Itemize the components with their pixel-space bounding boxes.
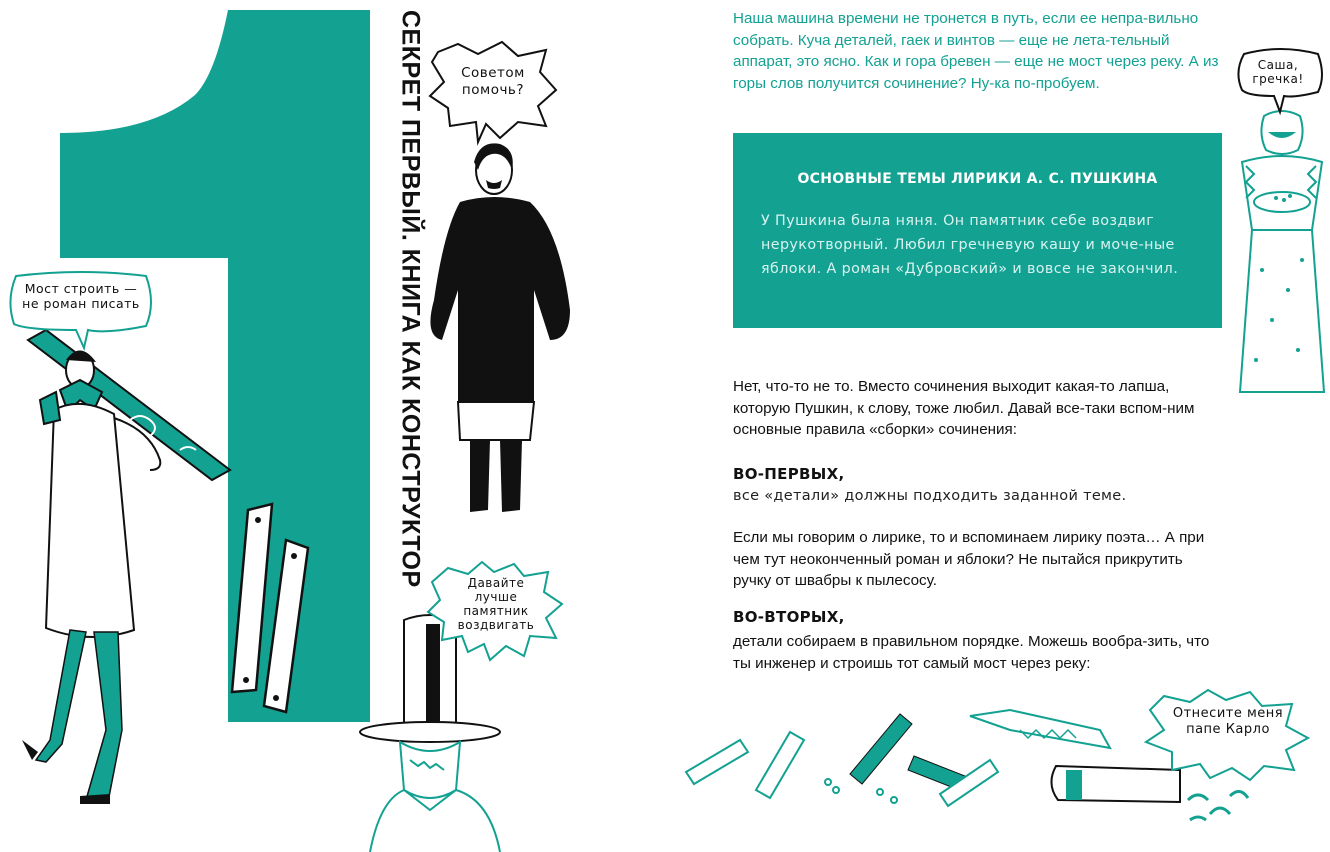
bridge-parts-illustration [680, 700, 1140, 840]
first-text: все «детали» должны подходить заданной теме. [733, 488, 1127, 504]
intro-paragraph: Наша машина времени не тронется в путь, если ее непра-вильно собрать. Куча деталей, гаек и винтов — еще не лета-тельный аппарат, это ясно. Как и гора бревен — еще не мост через реку. А из горы слов получится сочинение? Ну-ка по-пробуем. [733, 10, 1219, 92]
themes-box [733, 133, 1222, 328]
second-heading: ВО-ВТОРЫХ, [733, 608, 845, 626]
nanny-bubble-text: Саша, гречка! [1252, 58, 1304, 86]
chapter-title-wrap [392, 10, 428, 588]
body-paragraph-2: Если мы говорим о лирике, то и вспоминаем лирику поэта… А при чем тут неоконченный роман и яблоки? Не пытайся прикрутить ручку от швабры к пылесосу. [733, 529, 1205, 589]
pushkin-bubble-text: Мост строить — не роман писать [22, 281, 140, 311]
hat-bubble-text: Давайте лучше памятник воздвигать [457, 576, 535, 632]
pinocchio-bubble-text: Отнесите меня папе Карло [1172, 706, 1284, 737]
body-paragraph-1: Нет, что-то не то. Вместо сочинения выходит какая-то лапша, которую Пушкин, к слову, тоже любил. Давай все-таки вспом-ним основные правила «сборки» сочинения: [733, 378, 1195, 438]
themes-box-text: У Пушкина была няня. Он памятник себе воздвиг нерукотворный. Любил гречневую кашу и моче-ные яблоки. А роман «Дубровский» и вовсе не закончил. [761, 213, 1179, 277]
first-heading: ВО-ПЕРВЫХ, [733, 465, 845, 483]
gogol-illustration [430, 140, 580, 530]
nanny-illustration [1232, 110, 1330, 400]
pushkin-illustration [10, 300, 240, 820]
gogol-bubble-text: Советом помочь? [461, 65, 525, 98]
chapter-title: СЕКРЕТ ПЕРВЫЙ. КНИГА КАК КОНСТРУКТОР [396, 10, 425, 588]
themes-box-title: ОСНОВНЫЕ ТЕМЫ ЛИРИКИ А. С. ПУШКИНА [797, 171, 1158, 187]
planks-illustration [228, 500, 318, 720]
wood-shavings-illustration [1180, 770, 1260, 830]
second-text: детали собираем в правильном порядке. Можешь вообра-зить, что ты инженер и строишь тот самый мост через реку: [733, 633, 1210, 672]
